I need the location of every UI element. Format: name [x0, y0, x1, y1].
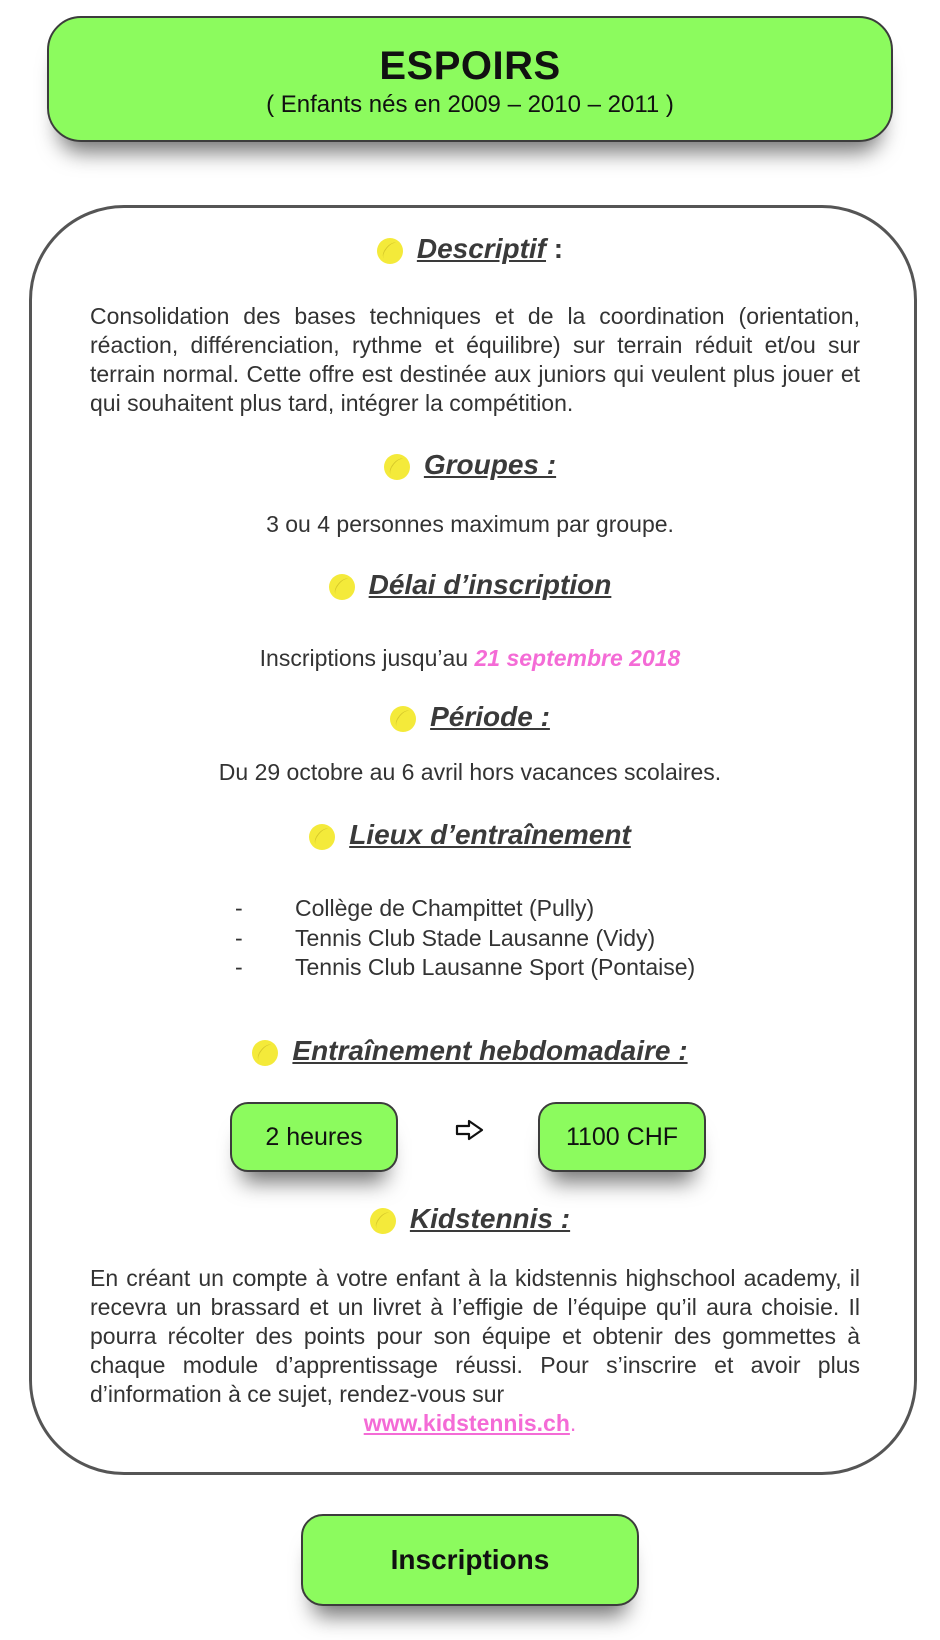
periode-text: Du 29 octobre au 6 avril hors vacances scolaires. — [218, 759, 722, 785]
list-bullet: - — [235, 954, 243, 980]
tennis-ball-icon — [390, 706, 416, 732]
tennis-ball-icon — [377, 238, 403, 264]
section-heading-lieux — [0, 818, 940, 852]
section-heading-delai — [0, 568, 940, 602]
list-item-label: Tennis Club Stade Lausanne (Vidy) — [295, 925, 656, 951]
tennis-ball-icon — [329, 574, 355, 600]
price-badge — [538, 1102, 706, 1172]
arrow-right-icon — [455, 1118, 485, 1142]
delai-text-prefix: Inscriptions jusqu’au — [259, 645, 475, 671]
groupes-text: 3 ou 4 personnes maximum par groupe. — [266, 511, 674, 537]
inscriptions-button-label: Inscriptions — [390, 1544, 550, 1575]
delai-text — [0, 644, 940, 673]
section-heading-periode — [0, 700, 940, 734]
tennis-ball-icon — [252, 1040, 278, 1066]
entrainement-heading-label: Entraînement hebdomadaire : — [292, 1035, 688, 1066]
tennis-ball-icon — [384, 454, 410, 480]
descriptif-heading-colon: : — [546, 233, 564, 264]
list-item — [235, 893, 594, 923]
lieux-heading-label: Lieux d’entraînement — [349, 819, 631, 850]
delai-heading-label: Délai d’inscription — [368, 569, 612, 600]
list-item — [235, 952, 695, 982]
descriptif-text: Consolidation des bases techniques et de la coordination (orientation, réaction, différenciation, rythme et équilibre) sur terrain réduit et/ou sur terrain normal. Cette offre est destinée aux juniors qui veulent plus jouer et qui souhaitent plus tard, intégrer la compétition. — [90, 303, 860, 416]
section-heading-kidstennis — [0, 1202, 940, 1236]
groupes-heading-label: Groupes : — [423, 449, 557, 480]
tennis-ball-icon — [370, 1208, 396, 1234]
header-banner — [47, 16, 893, 142]
kidstennis-link-row — [0, 1409, 940, 1438]
section-heading-descriptif — [0, 232, 940, 266]
list-item — [235, 923, 655, 953]
inscriptions-button[interactable] — [301, 1514, 639, 1606]
duration-label: 2 heures — [265, 1122, 363, 1151]
tennis-ball-icon — [309, 824, 335, 850]
kidstennis-heading-label: Kidstennis : — [409, 1203, 571, 1234]
delai-date: 21 septembre 2018 — [474, 645, 681, 671]
list-bullet: - — [235, 925, 243, 951]
page-title: ESPOIRS — [379, 44, 561, 88]
price-label: 1100 CHF — [565, 1122, 679, 1151]
section-heading-groupes — [0, 448, 940, 482]
list-item-label: Tennis Club Lausanne Sport (Pontaise) — [295, 954, 696, 980]
periode-heading-label: Période : — [430, 701, 550, 732]
descriptif-heading-label: Descriptif — [416, 233, 547, 264]
kidstennis-link[interactable]: www.kidstennis.ch — [363, 1410, 570, 1436]
kidstennis-text: En créant un compte à votre enfant à la kidstennis highschool academy, il recevra un brassard et un livret à l’effigie de l’équipe qu’il aura choisie. Il pourra récolter des points pour son équipe et obtenir des gommettes à chaque module d’apprentissage réussi. Pour s’inscrire et avoir plus d’information à ce sujet, rendez-vous sur — [90, 1265, 860, 1407]
page-subtitle: ( Enfants nés en 2009 – 2010 – 2011 ) — [266, 91, 674, 118]
duration-badge — [230, 1102, 398, 1172]
list-bullet: - — [235, 895, 243, 921]
section-heading-entrainement — [0, 1034, 940, 1068]
kidstennis-link-suffix: . — [569, 1410, 577, 1436]
list-item-label: Collège de Champittet (Pully) — [295, 895, 595, 921]
